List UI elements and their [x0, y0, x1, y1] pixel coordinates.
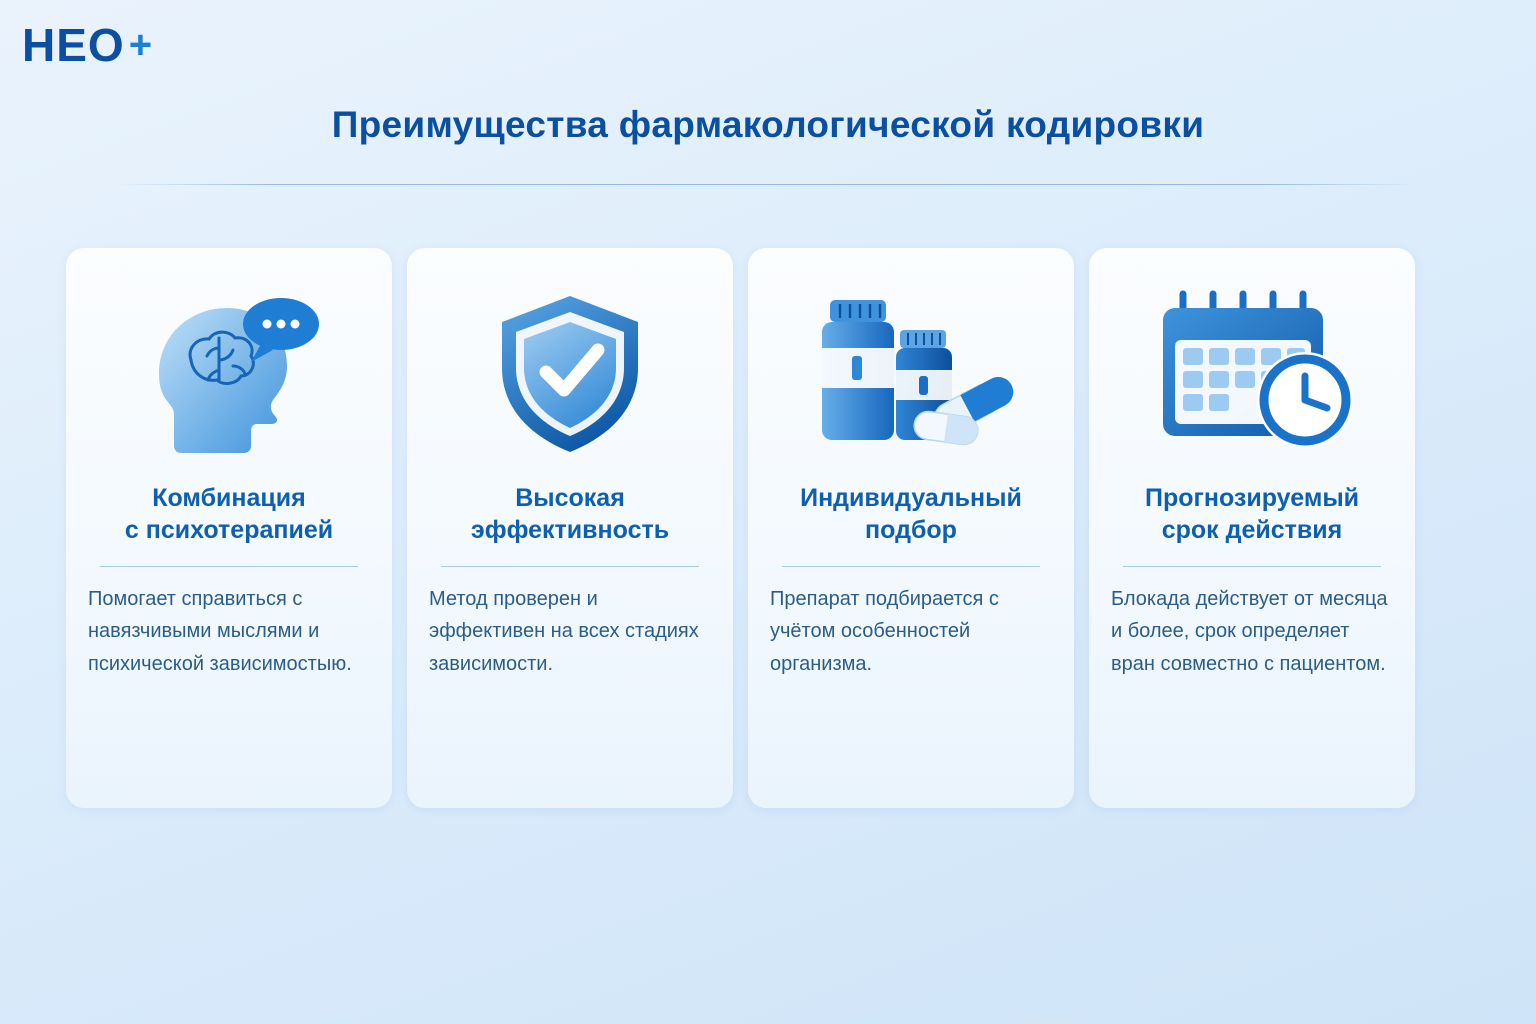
benefit-card-effectiveness	[407, 248, 733, 808]
card-divider	[1123, 566, 1381, 567]
brand-logo	[22, 19, 153, 71]
brand-plus-icon: +	[128, 23, 153, 67]
card-title-line-2: эффективность	[470, 516, 670, 544]
title-divider	[118, 184, 1418, 185]
card-title	[125, 482, 333, 552]
card-description: Метод проверен и эффективен на всех стадиях зависимости.	[429, 588, 699, 675]
card-description: Препарат подбирается с учётом особенностей организма.	[770, 588, 999, 675]
benefits-card-list	[66, 248, 1470, 808]
brand-name: HEO	[22, 19, 125, 71]
card-title-line-2: срок действия	[1161, 516, 1343, 544]
card-title-line-2: подбор	[865, 516, 957, 544]
card-description: Блокада действует от месяца и более, срок определяет вран совместно с пациентом.	[1111, 588, 1388, 675]
medicine-bottles-pills-icon	[770, 266, 1052, 478]
card-title	[471, 482, 669, 552]
card-title-line-1: Комбинация	[152, 484, 306, 512]
card-title-line-1: Высокая	[515, 484, 625, 512]
card-title	[1145, 482, 1359, 552]
card-divider	[441, 566, 699, 567]
shield-check-icon	[429, 266, 711, 478]
brain-head-speech-bubble-icon	[88, 266, 370, 478]
benefit-card-individual-selection	[748, 248, 1074, 808]
card-title-line-1: Прогнозируемый	[1144, 484, 1360, 512]
card-title-line-1: Индивидуальный	[800, 484, 1022, 512]
card-title-line-2: с психотерапией	[124, 516, 334, 544]
page-title: Преимущества фармакологической кодировки	[331, 104, 1205, 145]
card-description: Помогает справиться с навязчивыми мыслями и психической зависимостыю.	[88, 588, 352, 675]
card-divider	[782, 566, 1040, 567]
card-title	[800, 482, 1022, 552]
page-title-wrapper	[0, 104, 1536, 146]
card-divider	[100, 566, 358, 567]
benefit-card-psychotherapy	[66, 248, 392, 808]
calendar-clock-icon	[1111, 266, 1393, 478]
benefit-card-duration	[1089, 248, 1415, 808]
